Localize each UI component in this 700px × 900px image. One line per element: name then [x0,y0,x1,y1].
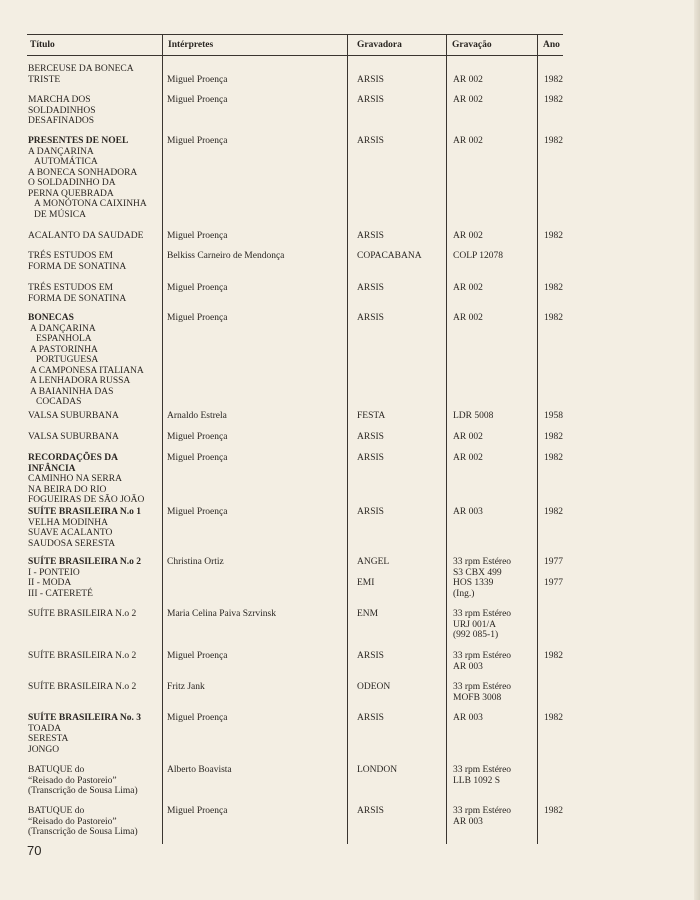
title-line: JONGO [28,744,60,755]
year-cell: 1982 [544,74,563,85]
title-line: FORMA DE SONATINA [28,293,127,304]
recording-cell: AR 002 [453,231,483,241]
title-line: INFÂNCIA [28,463,76,474]
performer-cell: Miguel Proença [167,432,228,442]
title-line: TRISTE [28,74,61,85]
recording-cell: AR 003 [453,507,483,517]
year-cell: 1982 [544,713,563,723]
title-line: DESAFINADOS [28,116,94,126]
label-cell: ARSIS [357,283,384,293]
recording-cell: AR 003 [453,713,483,723]
performer-cell: Miguel Proença [167,283,228,293]
title-line: A BAIANINHA DAS [30,386,114,397]
recording-cell: AR 002 [453,283,483,293]
title-line: TRÉS ESTUDOS EM [28,283,113,293]
performer-cell: Miguel Proença [167,507,228,517]
title-line: “Reisado do Pastoreio” [28,816,117,827]
label-cell: ARSIS [357,806,384,816]
recording-cell: AR 002 [453,74,483,85]
performer-cell: Miguel Proença [167,74,228,85]
performer-cell: Miguel Proença [167,95,228,105]
label-cell: ARSIS [357,136,384,146]
recording-cell: AR 002 [453,453,483,463]
table-top-rule [27,34,563,35]
label-cell: ARSIS [357,432,384,442]
title-line: TRÉS ESTUDOS EM [28,251,113,261]
title-line: A DANÇARINA [30,323,96,334]
title-line: II - MODA [28,578,72,588]
title-line: CAMINHO NA SERRA [28,474,122,484]
recording-cell: 33 rpm Estéreo [453,765,512,775]
year-cell: 1977 [544,557,563,567]
year-cell: 1982 [544,283,563,293]
year-cell: 1982 [544,136,563,146]
title-line: FORMA DE SONATINA [28,261,127,272]
column-divider [347,34,348,844]
recording-cell: HOS 1339 [453,578,494,588]
title-line: BONECAS [28,313,74,323]
title-line: SUÍTE BRASILEIRA N.o 2 [28,651,137,661]
title-line: A PASTORINHA [30,344,98,355]
label-cell: ARSIS [357,507,384,517]
performer-cell: Miguel Proença [167,651,228,661]
recording-cell: URJ 001/A [453,619,497,630]
year-cell: 1982 [544,313,563,323]
title-line: A BONECA SONHADORA [28,167,138,178]
recording-cell: S3 CBX 499 [453,567,502,578]
performer-cell: Miguel Proença [167,806,228,816]
title-line: PERNA QUEBRADA [28,188,114,199]
year-cell: 1982 [544,806,563,816]
label-cell: COPACABANA [357,251,422,261]
title-line: SUÍTE BRASILEIRA N.o 2 [28,609,137,619]
title-line: SERESTA [28,734,69,744]
year-cell: 1982 [544,231,563,241]
year-cell: 1982 [544,453,563,463]
title-line: SUÍTE BRASILEIRA No. 3 [28,713,141,723]
recording-cell: AR 002 [453,95,483,105]
title-line: BERCEUSE DA BONECA [28,64,134,74]
performer-cell: Miguel Proença [167,136,228,146]
title-line: O SOLDADINHO DA [28,178,116,188]
title-line: MARCHA DOS [28,95,91,105]
year-cell: 1982 [544,95,563,105]
recording-cell: (992 085-1) [453,630,499,640]
title-line: A LENHADORA RUSSA [30,376,131,386]
header-interpretes: Intérpretes [168,40,214,50]
title-line: BATUQUE do [28,765,85,775]
title-line: A CAMPONESA ITALIANA [30,365,144,376]
performer-cell: Miguel Proença [167,453,228,463]
title-line: I - PONTEIO [28,567,80,578]
title-line: RECORDAÇÕES DA [28,453,118,463]
title-line: SUÍTE BRASILEIRA N.o 2 [28,557,141,567]
recording-cell: AR 002 [453,432,483,442]
header-titulo: Título [30,40,55,50]
recording-cell: LLB 1092 S [453,775,500,786]
label-cell: ARSIS [357,95,384,105]
title-line: ESPANHOLA [36,334,92,344]
title-line: A MONÓTONA CAIXINHA [34,199,147,209]
page-number: 70 [27,843,42,858]
title-line: III - CATERETÉ [28,588,93,599]
performer-cell: Belkiss Carneiro de Mendonça [167,251,285,261]
recording-cell: AR 003 [453,661,483,672]
recording-cell: AR 003 [453,816,483,827]
recording-cell: (Ing.) [453,588,475,599]
performer-cell: Fritz Jank [167,682,205,692]
header-gravacao: Gravação [452,40,492,50]
performer-cell: Miguel Proença [167,713,228,723]
column-divider [537,34,538,844]
column-divider [446,34,447,844]
header-ano: Ano [543,40,560,50]
page-edge [694,0,700,900]
title-line: SOLDADINHOS [28,105,96,116]
title-line: (Transcrição de Sousa Lima) [28,786,138,796]
title-line: AUTOMÁTICA [34,157,98,167]
title-line: NA BEIRA DO RIO [28,484,107,495]
recording-cell: 33 rpm Estéreo [453,806,512,816]
label-cell: ARSIS [357,651,384,661]
title-line: DE MÚSICA [34,209,86,220]
recording-cell: 33 rpm Estéreo [453,557,512,567]
title-line: FOGUEIRAS DE SÃO JOÃO [28,495,145,505]
year-cell: 1982 [544,651,563,661]
performer-cell: Miguel Proença [167,313,228,323]
recording-cell: 33 rpm Estéreo [453,682,512,692]
title-line: SUÍTE BRASILEIRA N.o 2 [28,682,137,692]
year-cell: 1982 [544,432,563,442]
recording-cell: COLP 12078 [453,251,504,261]
label-cell: ENM [357,609,379,619]
title-line: COCADAS [36,397,82,407]
label-cell: EMI [357,578,375,588]
header-gravadora: Gravadora [357,40,402,50]
column-divider [162,34,163,844]
label-cell: ARSIS [357,231,384,241]
performer-cell: Maria Celina Paiva Szrvinsk [167,609,276,619]
label-cell: LONDON [357,765,398,775]
title-line: TOADA [28,723,62,734]
label-cell: ODEON [357,682,391,692]
performer-cell: Alberto Boavista [167,765,232,775]
title-line: ACALANTO DA SAUDADE [28,231,144,241]
recording-cell: 33 rpm Estéreo [453,651,512,661]
title-line: PRESENTES DE NOEL [28,136,129,146]
performer-cell: Christina Ortiz [167,557,224,567]
year-cell: 1977 [544,578,563,588]
title-line: PORTUGUESA [36,355,99,365]
label-cell: FESTA [357,411,386,421]
recording-cell: MOFB 3008 [453,692,502,703]
label-cell: ARSIS [357,453,384,463]
label-cell: ARSIS [357,713,384,723]
recording-cell: LDR 5008 [453,411,494,421]
title-line: SUÍTE BRASILEIRA N.o 1 [28,507,141,517]
title-line: VALSA SUBURBANA [28,411,119,421]
label-cell: ARSIS [357,313,384,323]
title-line: VELHA MODINHA [28,517,108,528]
recording-cell: AR 002 [453,136,483,146]
year-cell: 1982 [544,507,563,517]
recording-cell: 33 rpm Estéreo [453,609,512,619]
year-cell: 1958 [544,411,563,421]
title-line: SAUDOSA SERESTA [28,538,116,549]
title-line: (Transcrição de Sousa Lima) [28,827,138,837]
label-cell: ANGEL [357,557,390,567]
label-cell: ARSIS [357,74,384,85]
performer-cell: Miguel Proença [167,231,228,241]
table-header-rule [27,55,563,56]
title-line: A DANÇARINA [28,146,94,157]
title-line: “Reisado do Pastoreio” [28,775,117,786]
title-line: BATUQUE do [28,806,85,816]
performer-cell: Arnaldo Estrela [167,411,227,421]
recording-cell: AR 002 [453,313,483,323]
title-line: SUAVE ACALANTO [28,528,113,538]
title-line: VALSA SUBURBANA [28,432,119,442]
